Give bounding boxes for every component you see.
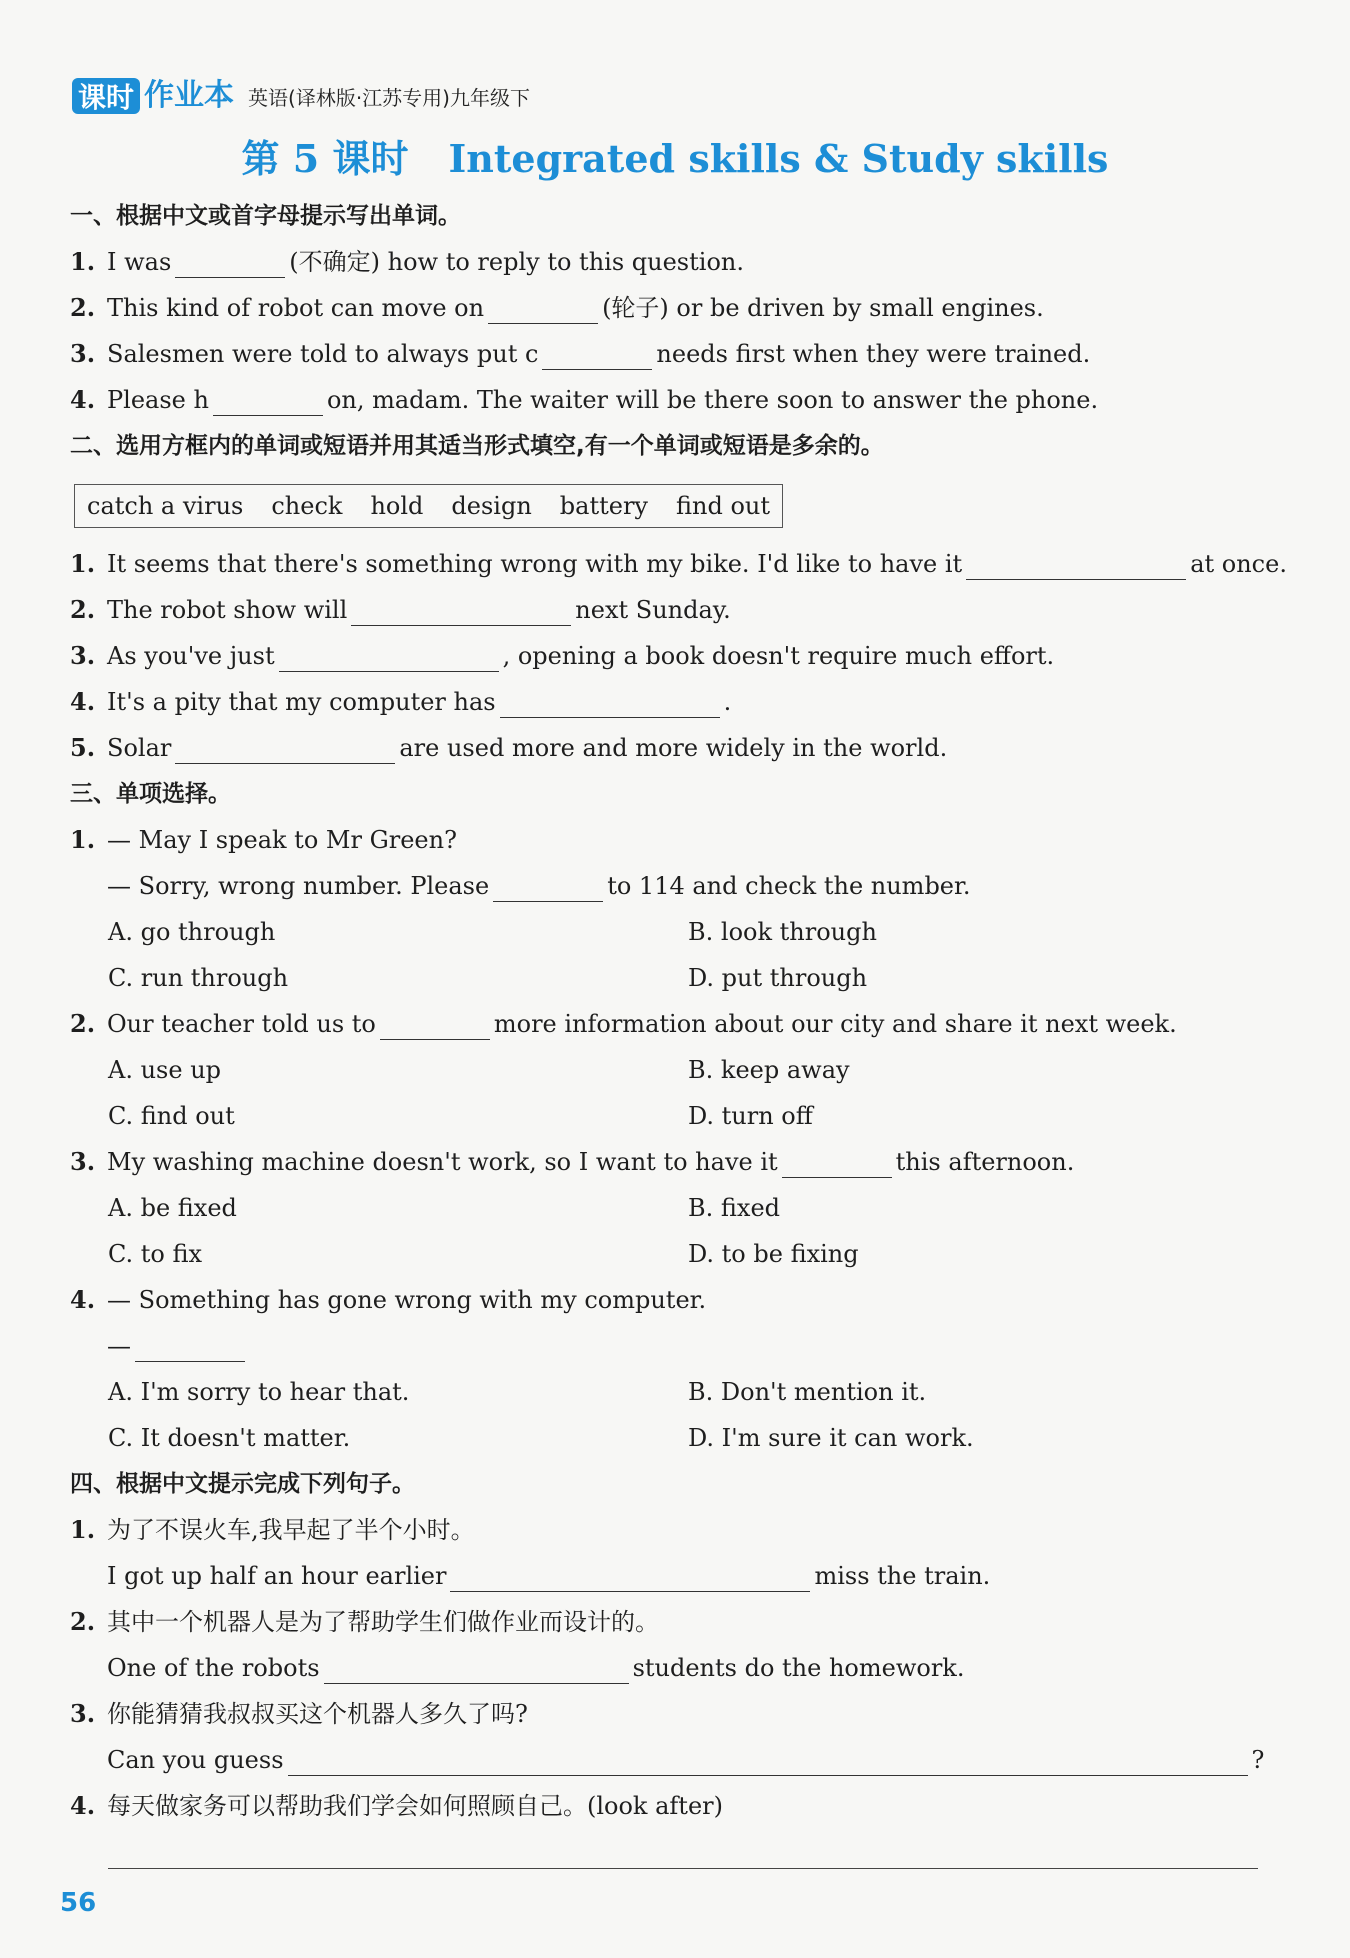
option-d[interactable]: D. turn off	[688, 1102, 813, 1130]
answer-blank[interactable]	[966, 555, 1186, 580]
word-bank-item: find out	[675, 492, 770, 520]
s3-question-3: 3. My washing machine doesn't work, so I want to have it this afternoon.	[70, 1147, 1075, 1176]
option-b[interactable]: B. look through	[688, 918, 877, 946]
option-d[interactable]: D. I'm sure it can work.	[688, 1424, 974, 1452]
s1-question-3: 3. Salesmen were told to always put c needs first when they were trained.	[70, 339, 1091, 368]
answer-blank[interactable]	[279, 647, 499, 672]
s3-question-1-reply: — Sorry, wrong number. Please to 114 and check the number.	[107, 872, 971, 900]
option-d[interactable]: D. to be fixing	[688, 1240, 859, 1268]
s1-question-2: 2. This kind of robot can move on (轮子) or be driven by small engines.	[70, 293, 1044, 322]
option-a[interactable]: A. go through	[108, 918, 276, 946]
s4-question-1-english: I got up half an hour earlier miss the train.	[107, 1562, 991, 1590]
answer-blank[interactable]	[500, 693, 720, 718]
s1-question-4: 4. Please h on, madam. The waiter will be there soon to answer the phone.	[70, 385, 1099, 414]
word-bank-item: catch a virus	[87, 492, 244, 520]
s3-question-1: 1. — May I speak to Mr Green?	[70, 825, 457, 854]
option-a[interactable]: A. use up	[108, 1056, 222, 1084]
brand-header	[72, 70, 530, 114]
answer-blank[interactable]	[175, 253, 285, 278]
answer-blank[interactable]	[450, 1567, 810, 1592]
word-bank-item: check	[271, 492, 343, 520]
option-b[interactable]: B. keep away	[688, 1056, 850, 1084]
answer-blank[interactable]	[380, 1015, 490, 1040]
lesson-title	[0, 128, 1350, 183]
answer-blank[interactable]	[175, 739, 395, 764]
option-d[interactable]: D. put through	[688, 964, 868, 992]
answer-blank[interactable]	[135, 1337, 245, 1362]
s3-question-4: 4. — Something has gone wrong with my computer.	[70, 1285, 707, 1314]
subject-label: 英语(译林版·江苏专用)九年级下	[248, 86, 530, 110]
brand-logo: 课时	[72, 78, 140, 114]
s2-question-2: 2. The robot show will next Sunday.	[70, 595, 731, 624]
s4-question-2-english: One of the robots students do the homework.	[107, 1654, 965, 1682]
s3-question-4-reply: —	[107, 1330, 249, 1362]
s2-question-3: 3. As you've just , opening a book doesn't require much effort.	[70, 641, 1055, 670]
section-3-heading: 三、单项选择。	[70, 781, 231, 807]
option-a[interactable]: A. I'm sorry to hear that.	[108, 1378, 410, 1406]
lesson-number: 第 5 课时	[241, 136, 409, 181]
word-bank-item: hold	[370, 492, 424, 520]
answer-blank[interactable]	[351, 601, 571, 626]
word-bank-item: design	[451, 492, 532, 520]
s2-question-5: 5. Solar are used more and more widely in the world.	[70, 733, 948, 762]
option-a[interactable]: A. be fixed	[108, 1194, 237, 1222]
section-4-heading: 四、根据中文提示完成下列句子。	[70, 1471, 415, 1497]
answer-blank[interactable]	[542, 345, 652, 370]
s4-question-3: 3. 你能猜猜我叔叔买这个机器人多久了吗?	[70, 1699, 528, 1728]
s2-question-1: 1. It seems that there's something wrong with my bike. I'd like to have it at once.	[70, 549, 1287, 578]
word-bank-item: battery	[559, 492, 648, 520]
answer-blank[interactable]	[213, 391, 323, 416]
word-bank-box	[74, 484, 783, 528]
lesson-topic: Integrated skills & Study skills	[448, 136, 1109, 181]
option-c[interactable]: C. find out	[108, 1102, 235, 1130]
option-c[interactable]: C. It doesn't matter.	[108, 1424, 351, 1452]
answer-blank[interactable]	[288, 1751, 1248, 1776]
brand-title: 作业本	[144, 78, 235, 113]
s1-question-1: 1. I was (不确定) how to reply to this question.	[70, 247, 744, 276]
answer-blank[interactable]	[488, 299, 598, 324]
s4-question-2: 2. 其中一个机器人是为了帮助学生们做作业而设计的。	[70, 1607, 659, 1636]
s4-question-4: 4. 每天做家务可以帮助我们学会如何照顾自己。(look after)	[70, 1791, 723, 1820]
answer-blank[interactable]	[782, 1153, 892, 1178]
page-number: 56	[60, 1888, 97, 1918]
answer-blank[interactable]	[493, 877, 603, 902]
s3-question-2: 2. Our teacher told us to more information about our city and share it next week.	[70, 1009, 1177, 1038]
s4-question-3-english: Can you guess ?	[107, 1746, 1265, 1774]
answer-line[interactable]	[108, 1868, 1258, 1869]
option-b[interactable]: B. Don't mention it.	[688, 1378, 927, 1406]
s2-question-4: 4. It's a pity that my computer has .	[70, 687, 732, 716]
option-c[interactable]: C. run through	[108, 964, 289, 992]
option-c[interactable]: C. to fix	[108, 1240, 203, 1268]
section-2-heading: 二、选用方框内的单词或短语并用其适当形式填空,有一个单词或短语是多余的。	[70, 433, 884, 459]
section-1-heading: 一、根据中文或首字母提示写出单词。	[70, 203, 461, 229]
s4-question-1: 1. 为了不误火车,我早起了半个小时。	[70, 1515, 475, 1544]
option-b[interactable]: B. fixed	[688, 1194, 781, 1222]
answer-blank[interactable]	[324, 1659, 629, 1684]
